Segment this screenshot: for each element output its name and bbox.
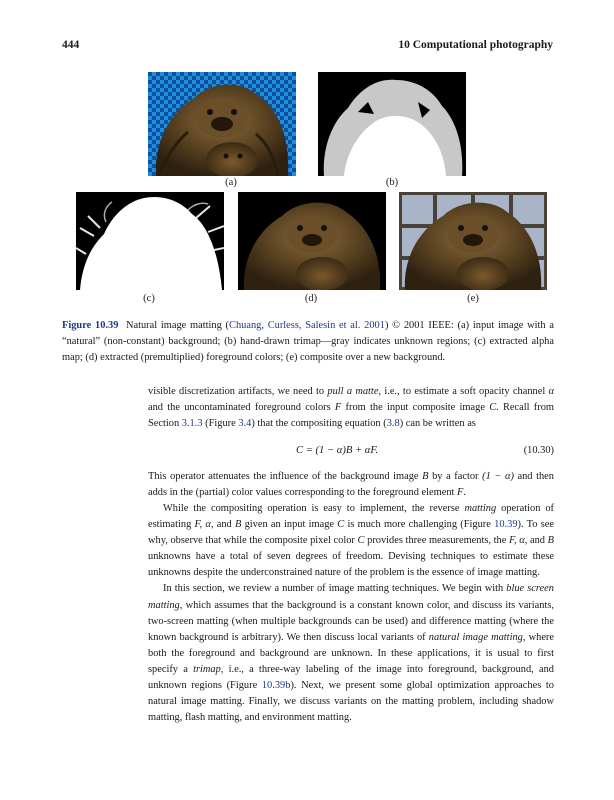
- figure-link-10-39b[interactable]: 10.39b: [261, 679, 291, 691]
- equation-10-30: [148, 437, 554, 466]
- figure-link-3-4[interactable]: 3.4: [238, 418, 252, 430]
- citation-link[interactable]: Chuang, Curless, Salesin et al. 2001: [229, 320, 385, 331]
- paragraph-1: visible discretization artifacts, we need to pull a matte, i.e., to estimate a soft opacity channel α and the uncontaminated foreground colors F from the input composite image C. Recall from Section 3.1.3 (Figure 3.4) that the compositing equation (3.8) can be written as: [148, 386, 555, 430]
- label-b: (b): [385, 177, 399, 188]
- figure-alpha-map: [76, 192, 224, 290]
- label-c: (c): [143, 293, 155, 304]
- body-text: [148, 384, 554, 726]
- label-d: (d): [304, 293, 318, 304]
- figure-number: Figure 10.39: [62, 320, 119, 331]
- page-number: 444: [62, 39, 80, 51]
- chapter-title: 10 Computational photography: [398, 39, 553, 51]
- section-link[interactable]: 3.1.3: [181, 418, 203, 430]
- figure-composite: [399, 192, 547, 290]
- running-header: [62, 39, 553, 55]
- paragraph-2: This operator attenuates the influence of the background image B by a factor (1 − α) and then adds in the (partial) color values corresponding to the foreground element F.: [148, 471, 554, 499]
- paragraph-3: While the compositing operation is easy to implement, the reverse matting operation of estimating F, α, and B given an input image C is much more challenging (Figure 10.39). To see why, observe that while the composite pixel color C provides three measurements, the F, α, and B unknowns have a total of seven degrees of freedom. Devising techniques to estimate these unknowns despite the underconstrained nature of the problem is the essence of image matting.: [148, 503, 555, 579]
- figure-foreground-colors: [238, 192, 386, 290]
- figure-trimap: [318, 72, 466, 176]
- figure-input-image: [148, 72, 296, 176]
- label-a: (a): [225, 177, 237, 188]
- paragraph-4: In this section, we review a number of image matting techniques. We begin with blue screen matting, which assumes that the background is a constant known color, and discuss its variants, two-screen matting (when multiple backgrounds can be used) and difference matting (where the known background is arbitrary). We then discuss local variants of natural image matting, where both the foreground and background are unknown. In these applications, it is usual to first specify a trimap, i.e., a three-way labeling of the image into foreground, background, and unknown regions (Figure 10.39b). Next, we present some global optimization approaches to natural image matting. Finally, we discuss variants on the matting problem, including shadow matting, flash matting, and environment matting.: [148, 583, 555, 723]
- equation-number: (10.30): [523, 445, 554, 457]
- compositing-equation: C = (1 − α)B + αF.: [296, 445, 379, 457]
- figure-link-10-39[interactable]: 10.39: [494, 519, 518, 531]
- equation-link-3-8[interactable]: 3.8: [386, 418, 400, 430]
- label-e: (e): [467, 293, 479, 304]
- figure-caption: Figure 10.39 Natural image matting (Chuang, Curless, Salesin et al. 2001) © 2001 IEEE: (a) input image with a “natural” (non-constant) background; (b) hand-drawn trimap—gray indicates unknown regions; (c) extracted alpha map; (d) extracted (premultiplied) foreground colors; (e) composite over a new background.: [62, 320, 554, 363]
